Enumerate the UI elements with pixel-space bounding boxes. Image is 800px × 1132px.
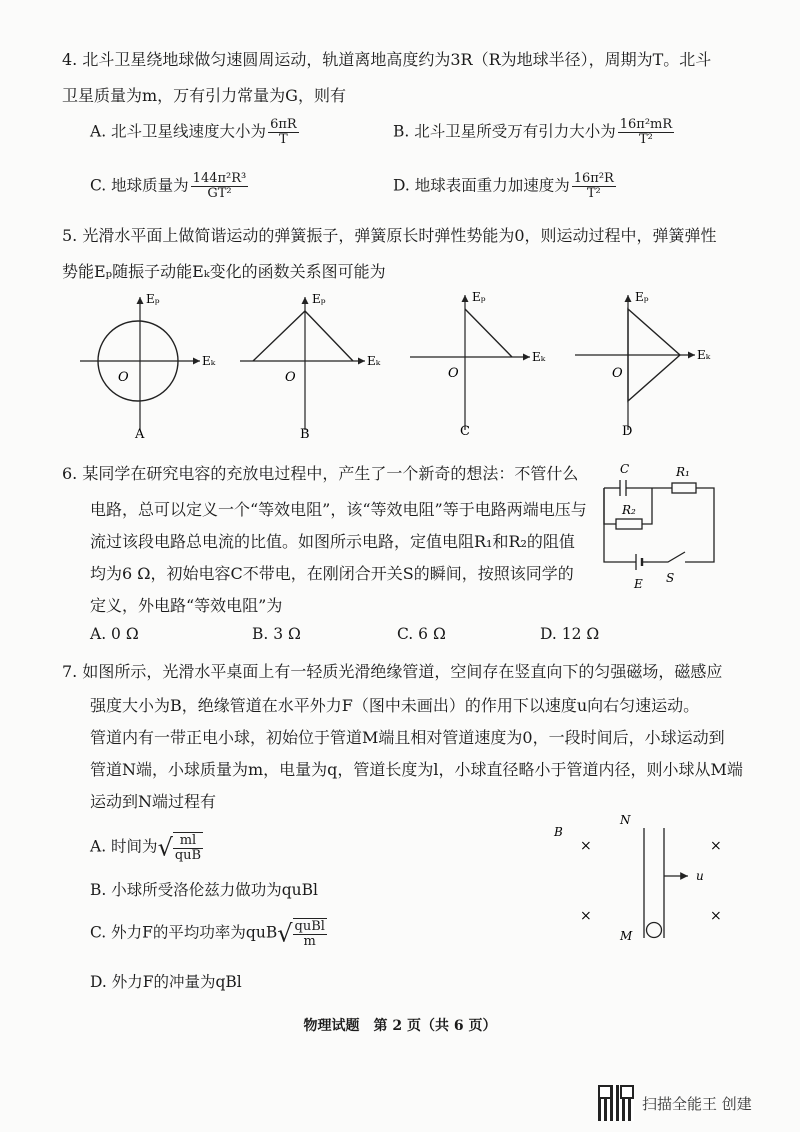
q5-b-tent [253,311,353,361]
q4-a-denominator: T [279,132,288,147]
q7-option-b: B. 小球所受洛伦兹力做功为quBl [90,881,318,899]
q7-a-numerator: ml [173,834,203,849]
q7-option-d: D. 外力F的冲量为qBl [90,973,242,991]
q6-stem-line5: 定义，外电路“等效电阻”为 [90,596,283,615]
q7-c-numerator: quBl [294,919,325,934]
q6-label-e: E [634,577,643,591]
q5-a-origin: O [118,370,129,385]
q7-cross-top-left: × [580,838,592,854]
q6-label-c: C [620,462,630,476]
q7-figure [540,808,740,948]
q7-option-a [90,832,203,863]
q7-stem-line5: 运动到N端过程有 [90,792,217,811]
q6-option-b: B. 3 Ω [252,625,301,643]
q5-d-y-label: Eₚ [635,290,649,304]
q5-d-label: D [622,424,633,439]
q7-label-n: N [620,813,631,827]
q6-resistor-r1 [672,483,696,493]
q6-label-r1: R₁ [676,465,690,479]
q7-c-sqrt: √ $\frac{\text{quBl}}{m}$ [277,919,325,949]
q7-stem-line1: 7. 如图所示，光滑水平桌面上有一轻质光滑绝缘管道，空间存在竖直向下的匀强磁场，磁感应 [62,662,723,681]
q5-b-y-label: Eₚ [312,292,326,306]
q7-label-b: B [554,825,563,839]
q4-c-denominator: GT² [207,186,232,201]
q6-stem-line2: 电路，总可以定义一个“等效电阻”，该“等效电阻”等于电路两端电压与 [90,500,587,519]
q5-c-y-label: Eₚ [472,290,486,304]
q4-option-d [393,172,616,201]
q4-stem-line1: 4. 北斗卫星绕地球做匀速圆周运动，轨道离地高度约为3R（R为地球半径），周期为T。北斗 [62,50,712,69]
q6-resistor-r2 [616,519,642,529]
q5-b-origin: O [285,370,296,385]
q7-stem-line3: 管道内有一带正电小球，初始位于管道M端且相对管道速度为0，一段时间后，小球运动到 [90,728,725,747]
q6-option-c: C. 6 Ω [397,625,446,643]
q4-b-denominator: T² [639,132,653,147]
scanner-watermark-text: 扫描全能王 创建 [642,1094,752,1113]
q5-graph-d [575,290,711,439]
q5-d-origin: O [612,366,623,381]
q5-c-origin: O [448,366,459,381]
q4-a-numerator: 6πR [270,117,297,132]
q5-stem-line2: 势能Eₚ随振子动能Eₖ变化的函数关系图可能为 [62,262,386,281]
q4-d-numerator: 16π²R [573,171,614,186]
q5-c-x-label: Eₖ [532,350,546,364]
q4-option-c-fraction [191,172,249,201]
q4-option-b [393,118,674,147]
q5-c-line [465,309,512,357]
q6-stem-line3: 流过该段电路总电流的比值。如图所示电路，定值电阻R₁和R₂的阻值 [90,532,575,551]
q4-d-denominator: T² [586,186,601,201]
q5-graph-a [80,292,216,442]
q7-option-c [90,918,327,949]
q6-stem-line1: 6. 某同学在研究电容的充放电过程中，产生了一个新奇的想法：不管什么 [62,464,579,483]
q5-a-y-label: Eₚ [146,292,160,306]
q6-stem-line4: 均为6 Ω，初始电容C不带电，在刚闭合开关S的瞬间，按照该同学的 [90,564,574,583]
q4-option-c [90,172,248,201]
q5-c-label: C [460,424,470,439]
q7-option-c-text: C. 外力F的平均功率为quB [90,923,278,942]
q4-option-a-text: A. 北斗卫星线速度大小为 [90,122,267,141]
q4-b-numerator: 16π²mR [619,117,673,132]
q7-label-m: M [620,929,633,943]
qr-code-icon [598,1085,634,1121]
q6-circuit-diagram [588,460,728,595]
q6-label-r2: R₂ [622,503,636,517]
q7-c-denominator: m [303,934,316,949]
scanner-watermark [598,1085,752,1121]
q4-stem-line2: 卫星质量为m，万有引力常量为G，则有 [62,86,346,105]
q5-a-label: A [135,427,145,442]
q4-option-a-fraction [268,118,299,147]
q5-graphs [70,285,750,445]
q7-cross-bottom-left: × [580,908,592,924]
q5-a-x-label: Eₖ [202,354,216,368]
q4-c-numerator: 144π²R³ [192,171,247,186]
q4-option-a [90,118,299,147]
q4-option-b-text: B. 北斗卫星所受万有引力大小为 [393,122,616,141]
q7-stem-line2: 强度大小为B，绝缘管道在水平外力F（图中未画出）的作用下以速度u向右匀速运动。 [90,696,700,715]
q7-ball [647,923,662,938]
q4-option-c-text: C. 地球质量为 [90,176,189,195]
q7-cross-top-right: × [710,838,722,854]
q5-stem-line1: 5. 光滑水平面上做简谐运动的弹簧振子，弹簧原长时弹性势能为0，则运动过程中，弹簧弹性 [62,226,717,245]
q7-option-a-text: A. 时间为 [90,837,158,856]
q5-b-label: B [300,427,310,442]
q7-cross-bottom-right: × [710,908,722,924]
q7-label-u: u [696,869,704,883]
q7-stem-line4: 管道N端，小球质量为m，电量为q，管道长度为l，小球直径略小于管道内径，则小球从M端 [90,760,743,779]
q6-option-d: D. 12 Ω [540,625,600,643]
q5-graph-c [410,290,546,439]
q7-a-denominator: quB [174,848,202,863]
q6-label-s: S [666,571,675,585]
q5-graph-b [240,292,381,442]
q4-option-b-fraction [618,118,674,147]
page-footer: 物理试题 第 2 页（共 6 页） [303,1018,497,1034]
q5-d-x-label: Eₖ [697,348,711,362]
q6-option-a: A. 0 Ω [90,625,139,643]
q7-a-sqrt: √ $\frac{ml}{\text{quB}}$ [157,833,202,863]
q4-option-d-text: D. 地球表面重力加速度为 [393,176,570,195]
q4-option-d-fraction [572,172,616,201]
q5-b-x-label: Eₖ [367,354,381,368]
